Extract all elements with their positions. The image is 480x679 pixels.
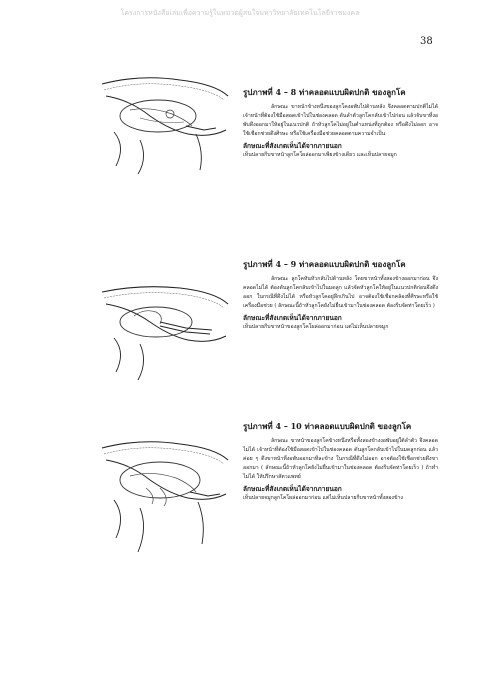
calving-illustration [100, 432, 230, 557]
section-body: ลักษณะ ขาหน้าข้างหนึ่งของลูกโคงอพับไปด้านหลัง จึงคลอดตามปกติไม่ได้ เจ้าหน้าที่ต้องใช้มือสอดเข้าไปในช่องคลอด ดันลำตัวลูกโคกลับเข้าไปก่อน แล้วจับขาที่งอพับดึงออกมาให้อยู่ในแนวปกติ ถ้าหัวลูกโคไม่อยู่ในตำแหน่งที่ถูกต้อง หรือดึงไม่ออก อาจใช้เชือกช่วยดึงศีรษะ หรือใช้เครื่องมือช่วยคลอดตามความจำเป็น [243, 104, 438, 137]
section-title: รูปภาพที่ 4 – 8 ท่าคลอดแบบผิดปกติ ของลูกโค [243, 87, 406, 97]
figure-4-10 [100, 432, 230, 557]
figure-4-8 [100, 70, 230, 180]
section-subheading: ลักษณะที่สังเกตเห็นได้จากภายนอก [243, 142, 342, 150]
section-sub-body: เห็นปลายจมูกลูกโคโผล่ออกมาก่อน แต่ไม่เห็นปลายกีบขาหน้าทั้งสองข้าง [243, 495, 403, 501]
section-subheading: ลักษณะที่สังเกตเห็นได้จากภายนอก [243, 314, 342, 322]
watermark: โครงการหนังสือเล่มเพื่อความรู้ในหมวดผู้สนใจมหาวิทยาลัยเทคโนโลยีราชมงคล [120, 9, 360, 17]
page-number: 38 [420, 36, 433, 47]
section-sub-body: เห็นปลายกีบขาหน้าลูกโคโผล่ออกมาเพียงข้างเดียว และเห็นปลายจมูก [243, 152, 397, 158]
section-4-8 [243, 86, 438, 160]
section-body: ลักษณะ ขาหน้าของลูกโคข้างหนึ่งหรือทั้งสองข้างงอพับอยู่ใต้ลำตัว จึงคลอดไม่ได้ เจ้าหน้าที่ต้องใช้มือสอดเข้าไปในช่องคลอด ดันลูกโคกลับเข้าไปในมดลูกก่อน แล้วค่อย ๆ ดึงขาหน้าที่งอพับออกมาทีละข้าง ในกรณีที่ดึงไม่ออก อาจต้องใช้เชือกช่วยดึงขาออกมา ( ลักษณะนี้ถ้าหัวลูกโคยังไม่ยื่นเข้ามาในช่องคลอด ต้องรีบจัดท่าโดยเร็ว ) ถ้าทำไม่ได้ ให้ปรึกษาสัตวแพทย์ [243, 438, 438, 480]
section-body: ลักษณะ ลูกโคหันหัวกลับไปด้านหลัง โดยขาหน้าทั้งสองข้างออกมาก่อน จึงคลอดไม่ได้ ต้องดันลูกโคกลับเข้าไปในมดลูก แล้วจัดหัวลูกโคให้อยู่ในแนวปกติก่อนจึงดึงออก ในกรณีที่ดึงไม่ได้ หรือหัวลูกโคอยู่ลึกเกินไป อาจต้องใช้เชือกคล้องที่ศีรษะหรือใช้เครื่องมือช่วย ( ลักษณะนี้ถ้าหัวลูกโคยังไม่ยื่นเข้ามาในช่องคลอด ต้องรีบจัดท่าโดยเร็ว ) [243, 276, 438, 309]
calving-illustration [100, 70, 230, 180]
section-title: รูปภาพที่ 4 – 9 ท่าคลอดแบบผิดปกติ ของลูกโค [243, 259, 406, 269]
calving-illustration [100, 282, 230, 382]
section-4-10 [243, 420, 438, 503]
section-subheading: ลักษณะที่สังเกตเห็นได้จากภายนอก [243, 485, 342, 493]
section-title: รูปภาพที่ 4 – 10 ท่าคลอดแบบผิดปกติ ของลูกโค [243, 421, 412, 431]
section-sub-body: เห็นปลายกีบขาหน้าของลูกโคโผล่ออกมาก่อน แต่ไม่เห็นปลายจมูก [243, 324, 389, 330]
section-4-9 [243, 258, 438, 332]
figure-4-9 [100, 282, 230, 382]
